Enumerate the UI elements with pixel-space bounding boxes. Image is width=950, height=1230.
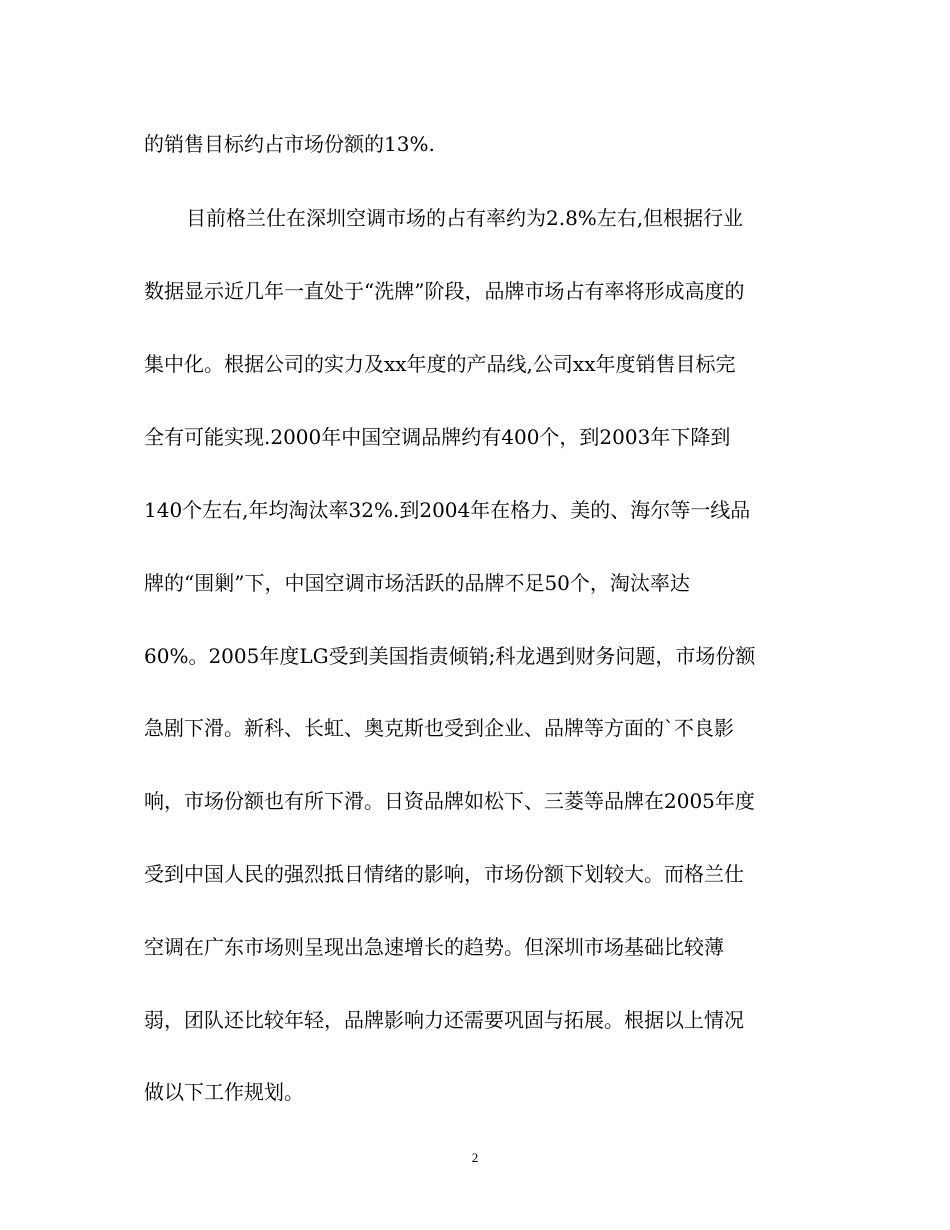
text-line: 弱，团队还比较年轻，品牌影响力还需要巩固与拓展。根据以上情况 bbox=[144, 1008, 744, 1032]
page-number: 2 bbox=[471, 1150, 479, 1165]
text-line: 空调在广东市场则呈现出急速增长的趋势。但深圳市场基础比较薄 bbox=[144, 935, 724, 959]
text-line: 数据显示近几年一直处于“洗牌”阶段，品牌市场占有率将形成高度的 bbox=[144, 279, 745, 303]
text-line: 集中化。根据公司的实力及xx年度的产品线,公司xx年度销售目标完 bbox=[144, 352, 736, 376]
text-line: 的销售目标约占市场份额的13%. bbox=[144, 132, 435, 156]
text-line: 牌的“围剿”下，中国空调市场活跃的品牌不足50个，淘汰率达 bbox=[144, 571, 690, 595]
paragraph-first-line: 目前格兰仕在深圳空调市场的占有率约为2.8%左右,但根据行业 bbox=[186, 206, 744, 230]
text-line: 全有可能实现.2000年中国空调品牌约有400个，到2003年下降到 bbox=[144, 425, 731, 449]
text-line: 140个左右,年均淘汰率32%.到2004年在格力、美的、海尔等一线品 bbox=[144, 498, 751, 522]
text-line: 60%。2005年度LG受到美国指责倾销;科龙遇到财务问题，市场份额 bbox=[144, 644, 756, 668]
text-line: 做以下工作规划。 bbox=[144, 1080, 304, 1104]
text-line: 响，市场份额也有所下滑。日资品牌如松下、三菱等品牌在2005年度 bbox=[144, 789, 755, 813]
text-line: 受到中国人民的强烈抵日情绪的影响，市场份额下划较大。而格兰仕 bbox=[144, 862, 744, 886]
text-line: 急剧下滑。新科、长虹、奥克斯也受到企业、品牌等方面的`不良影 bbox=[144, 716, 734, 740]
